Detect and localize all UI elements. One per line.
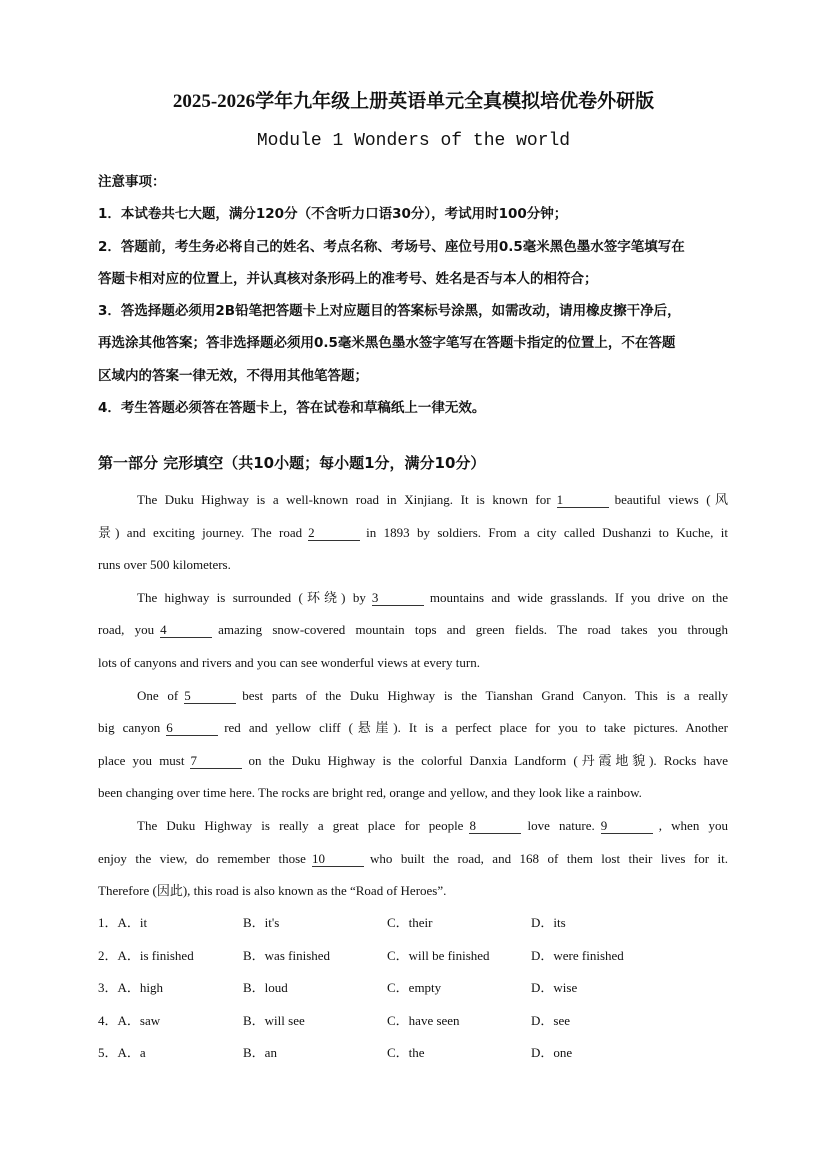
option-c: C．have seen [387,1012,460,1028]
question-options-row [98,972,738,1005]
passage-line [98,712,728,745]
passage-line [98,517,728,550]
option-a: 4．A．saw [98,1012,161,1028]
option-c: C．will be finished [387,947,490,963]
passage-text: The Duku Highway is a well-known road in Xinjiang. It is known for [137,492,551,507]
option-c: C．their [387,915,433,930]
question-options-row [98,940,738,973]
answer-options [98,907,738,1070]
passage-line [98,582,728,615]
note-line: 3．答选择题必须用2B铅笔把答题卡上对应题目的答案标号涂黑，如需改动，请用橡皮擦干净后， [98,303,681,320]
blank-4: 4 [160,622,212,638]
passage-text: enjoy the view, do remember those [98,850,306,866]
passage-text: place you must [98,752,185,768]
passage-text: beautiful views (风 [614,492,728,507]
option-b: B．it's [243,915,280,930]
blank-6: 6 [166,720,218,736]
passage-text: runs over 500 kilometers. [98,557,231,573]
option-d: D．see [531,1012,570,1028]
passage-line [98,680,728,713]
passage-text: in 1893 by soldiers. From a city called Dushanzi to Kuche, it [366,524,728,540]
note-line: 4．考生答题必须答在答题卡上，答在试卷和草稿纸上一律无效。 [98,400,486,417]
passage-line [98,777,728,810]
option-d: D．one [531,1045,573,1060]
passage-text: who built the road, and 168 of them lost their lives for it. [369,850,728,866]
note-line: 答题卡相对应的位置上，并认真核对条形码上的准考号、姓名是否与本人的相符合； [98,270,598,287]
passage-line [98,745,728,778]
passage-text: lots of canyons and rivers and you can see wonderful views at every turn. [98,654,480,670]
notes-heading: 注意事项： [98,174,166,190]
question-options-row [98,907,738,940]
passage-line [98,810,728,843]
option-a: 2．A．is finished [98,947,194,963]
blank-7: 7 [190,753,242,769]
passage-text: The highway is surrounded (环绕) by [137,589,366,605]
question-options-row [98,1037,738,1070]
passage-text: love nature. [527,817,595,833]
question-options-row [98,1005,738,1038]
module-title: Module 1 Wonders of the world [256,131,571,151]
passage-text: One of [137,687,179,703]
blank-1: 1 [557,492,609,508]
option-b: B．was finished [243,947,331,963]
blank-8: 8 [469,818,521,834]
passage-text: The Duku Highway is really a great place for people [137,817,464,833]
note-line: 再选涂其他答案；答非选择题必须用0.5毫米黑色墨水签字笔写在答题卡指定的位置上，不在答题 [98,335,676,352]
passage-line [98,614,728,647]
blank-10: 10 [312,851,364,867]
passage-text: road, you [98,622,155,638]
blank-2: 2 [308,525,360,541]
passage-text: on the Duku Highway is the colorful Danxia Landform (丹霞地貌). Rocks have [248,752,728,768]
passage-line [98,549,728,582]
passage-text: big canyon [98,720,161,736]
option-b: B．loud [243,980,288,995]
option-b: B．will see [243,1012,305,1028]
option-a: 3．A．high [98,980,164,995]
passage-line [98,875,728,908]
option-b: B．an [243,1045,277,1060]
note-line: 2．答题前，考生务必将自己的姓名、考点名称、考场号、座位号用0.5毫米黑色墨水签字笔填写在 [98,238,685,255]
passage-text: , when you [658,817,728,833]
exam-title: 2025-2026学年九年级上册英语单元全真模拟培优卷外研版 [172,91,655,112]
note-line: 1．本试卷共七大题，满分120分（不含听力口语30分），考试用时100分钟； [98,206,568,223]
option-c: C．empty [387,980,442,995]
passage-text: mountains and wide grasslands. If you drive on the [429,589,728,605]
passage-text: been changing over time here. The rocks are bright red, orange and yellow, and they look like a rainbow. [98,785,642,801]
cloze-passage [98,484,728,908]
option-d: D．wise [531,980,578,995]
option-a: 1．A．it [98,915,148,930]
note-line: 区域内的答案一律无效，不得用其他笔答题； [98,367,368,384]
option-c: C．the [387,1045,425,1060]
exam-notes [98,166,730,424]
passage-line [98,647,728,680]
passage-line [98,843,728,876]
passage-text: 景) and exciting journey. The road [98,524,303,540]
passage-text: red and yellow cliff (悬崖). It is a perfect place for you to take pictures. Another [224,720,728,736]
blank-5: 5 [184,688,236,704]
passage-text: amazing snow-covered mountain tops and green fields. The road takes you through [218,622,728,638]
passage-text: best parts of the Duku Highway is the Tianshan Grand Canyon. This is a really [242,687,728,703]
blank-9: 9 [601,818,653,834]
passage-line [98,484,728,517]
passage-text: Therefore (因此), this road is also known as the “Road of Heroes”. [98,883,447,899]
option-d: D．its [531,915,566,930]
option-d: D．were finished [531,947,624,963]
blank-3: 3 [372,590,424,606]
section-heading: 第一部分 完形填空（共10小题；每小题1分，满分10分） [98,454,486,472]
option-a: 5．A．a [98,1045,146,1060]
